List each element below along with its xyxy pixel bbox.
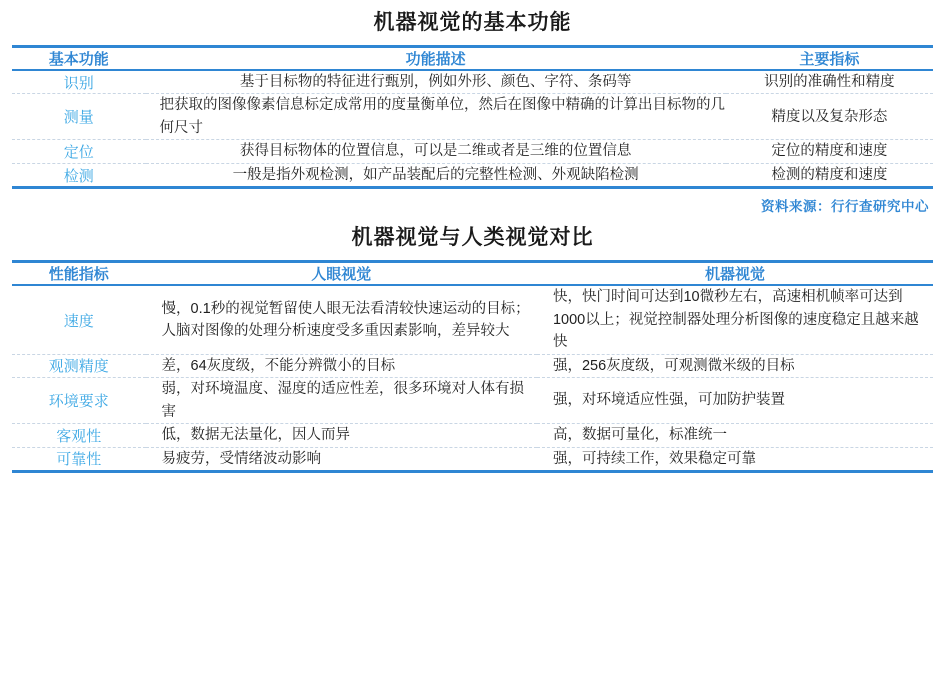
table2-title: 机器视觉与人类视觉对比 [351,226,594,250]
table-row [12,424,933,447]
table2-human-vision: 弱，对环境温度、湿度的适应性差，很多环境对人体有损害 [146,378,537,424]
table2-header-row [12,262,933,286]
table-row [12,447,933,471]
table2-machine-vision: 快，快门时间可达到10微秒左右，高速相机帧率可达到1000以上；视觉控制器处理分析图像的速度稳定且越来越快 [537,285,933,354]
table1-header-cell: 基本功能 [12,47,146,71]
table1-description: 一般是指外观检测，如产品装配后的完整性检测、外观缺陷检测 [146,163,726,187]
table1-metric: 检测的精度和速度 [726,163,933,187]
table2-header-cell: 人眼视觉 [146,262,537,286]
table1-category: 定位 [12,140,146,163]
table2-machine-vision: 强，对环境适应性强，可加防护装置 [537,378,933,424]
table2-machine-vision: 强，可持续工作，效果稳定可靠 [537,447,933,471]
table-row [12,140,933,163]
table1-metric: 精度以及复杂形态 [726,94,933,140]
basic-functions-table [12,45,933,189]
table1-description: 把获取的图像像素信息标定成常用的度量衡单位，然后在图像中精确的计算出目标物的几何尺寸 [146,94,726,140]
table1-category: 检测 [12,163,146,187]
table-row [12,70,933,94]
table-row [12,285,933,354]
table1-category: 测量 [12,94,146,140]
table1-header-row [12,47,933,71]
table-row [12,378,933,424]
table2-human-vision: 慢，0.1秒的视觉暂留使人眼无法看清较快速运动的目标；人脑对图像的处理分析速度受多重因素影响，差异较大 [146,285,537,354]
table1-description: 获得目标物体的位置信息，可以是二维或者是三维的位置信息 [146,140,726,163]
table2-category: 客观性 [12,424,146,447]
table2-human-vision: 易疲劳，受情绪波动影响 [146,447,537,471]
table-row [12,94,933,140]
table1-metric: 定位的精度和速度 [726,140,933,163]
source-note: 资料来源：行行查研究中心 [761,199,929,215]
table2-human-vision: 低，数据无法量化，因人而异 [146,424,537,447]
vision-comparison-table [12,260,933,473]
table1-category: 识别 [12,70,146,94]
table2-category: 速度 [12,285,146,354]
table2-header-cell: 机器视觉 [537,262,933,286]
table2-category: 环境要求 [12,378,146,424]
table2-machine-vision: 高，数据可量化，标准统一 [537,424,933,447]
table2-human-vision: 差，64灰度级，不能分辨微小的目标 [146,354,537,377]
table2-header-cell: 性能指标 [12,262,146,286]
table1-description: 基于目标物的特征进行甄别，例如外形、颜色、字符、条码等 [146,70,726,94]
table-row [12,354,933,377]
table2-category: 可靠性 [12,447,146,471]
table2-machine-vision: 强，256灰度级，可观测微米级的目标 [537,354,933,377]
table2-category: 观测精度 [12,354,146,377]
table1-header-cell: 主要指标 [726,47,933,71]
table-row [12,163,933,187]
table1-metric: 识别的准确性和精度 [726,70,933,94]
table1-header-cell: 功能描述 [146,47,726,71]
table1-title: 机器视觉的基本功能 [373,11,572,34]
